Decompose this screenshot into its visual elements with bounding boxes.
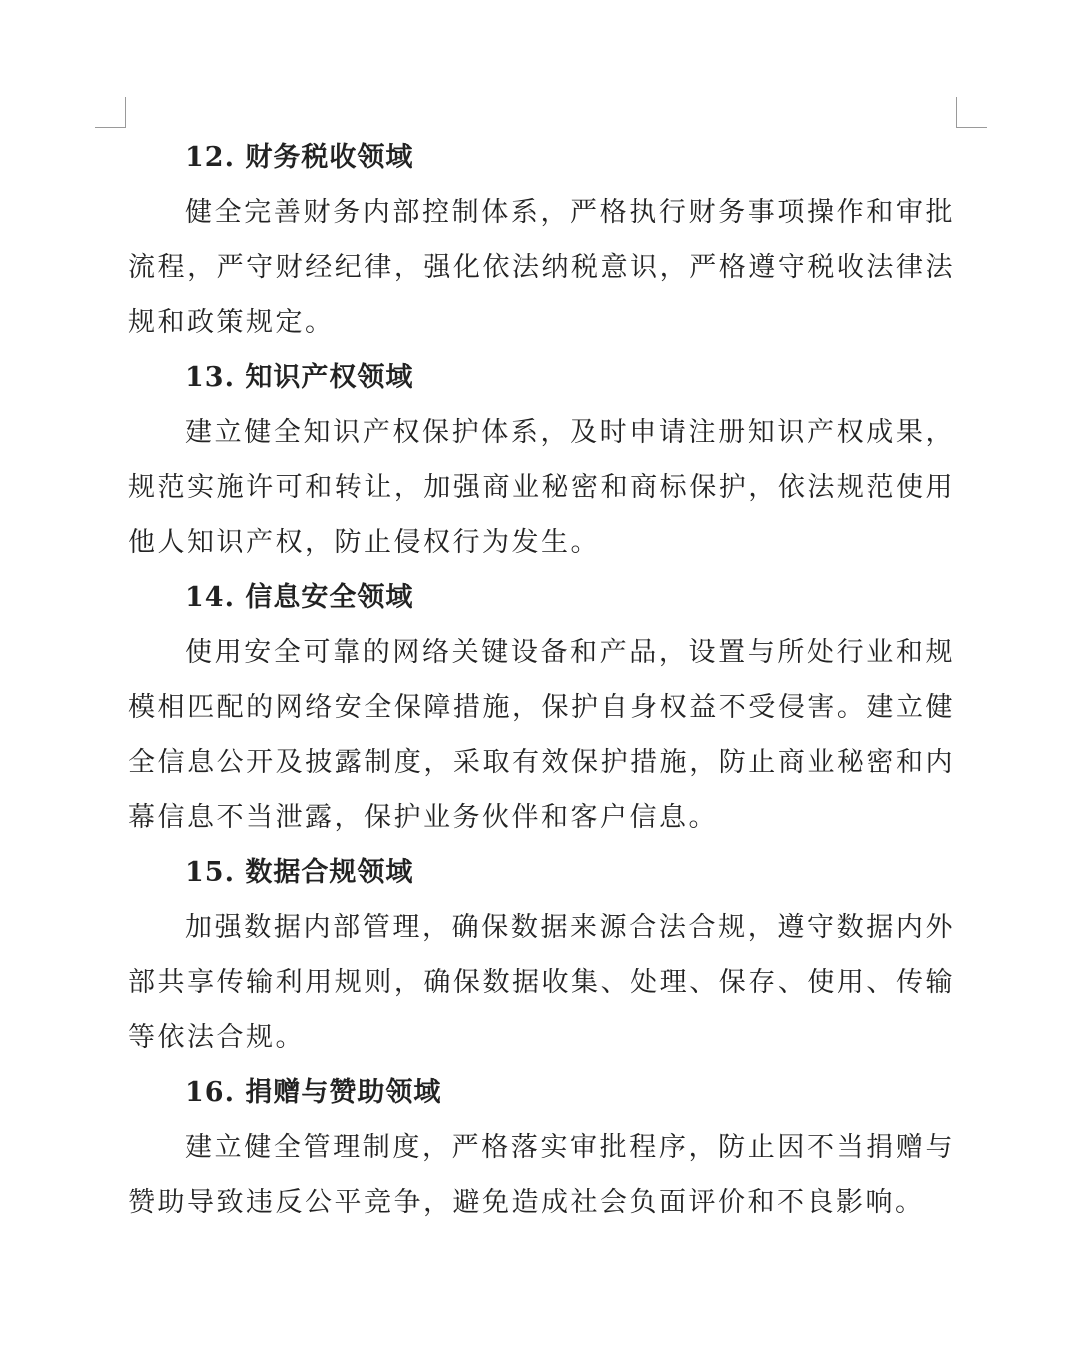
paragraph-line: 模相匹配的网络安全保障措施，保护自身权益不受侵害。建立健 bbox=[128, 692, 955, 723]
paragraph-line: 规和政策规定。 bbox=[128, 307, 335, 338]
paragraph-line: 幕信息不当泄露，保护业务伙伴和客户信息。 bbox=[128, 802, 718, 833]
paragraph-line: 赞助导致违反公平竞争，避免造成社会负面评价和不良影响。 bbox=[128, 1187, 925, 1218]
document-body bbox=[128, 130, 955, 1230]
paragraph-line: 健全完善财务内部控制体系，严格执行财务事项操作和审批 bbox=[185, 197, 955, 228]
paragraph-line: 建立健全管理制度，严格落实审批程序，防止因不当捐赠与 bbox=[185, 1132, 955, 1163]
paragraph-line: 全信息公开及披露制度，采取有效保护措施，防止商业秘密和内 bbox=[128, 747, 955, 778]
paragraph-line: 他人知识产权，防止侵权行为发生。 bbox=[128, 527, 600, 558]
section-heading: 15. 数据合规领域 bbox=[185, 857, 414, 888]
section-heading: 12. 财务税收领域 bbox=[185, 142, 414, 173]
section-heading: 13. 知识产权领域 bbox=[185, 362, 414, 393]
paragraph-line: 使用安全可靠的网络关键设备和产品，设置与所处行业和规 bbox=[185, 637, 955, 668]
paragraph-line: 等依法合规。 bbox=[128, 1022, 305, 1053]
page-corner-mark-top-left bbox=[95, 97, 126, 128]
section-heading: 14. 信息安全领域 bbox=[185, 582, 414, 613]
paragraph-line: 流程，严守财经纪律，强化依法纳税意识，严格遵守税收法律法 bbox=[128, 252, 955, 283]
paragraph-line: 加强数据内部管理，确保数据来源合法合规，遵守数据内外 bbox=[185, 912, 955, 943]
section-heading: 16. 捐赠与赞助领域 bbox=[185, 1077, 442, 1108]
paragraph-line: 部共享传输利用规则，确保数据收集、处理、保存、使用、传输 bbox=[128, 967, 955, 998]
page-corner-mark-top-right bbox=[956, 97, 987, 128]
paragraph-line: 规范实施许可和转让，加强商业秘密和商标保护，依法规范使用 bbox=[128, 472, 955, 503]
paragraph-line: 建立健全知识产权保护体系，及时申请注册知识产权成果， bbox=[185, 417, 955, 448]
